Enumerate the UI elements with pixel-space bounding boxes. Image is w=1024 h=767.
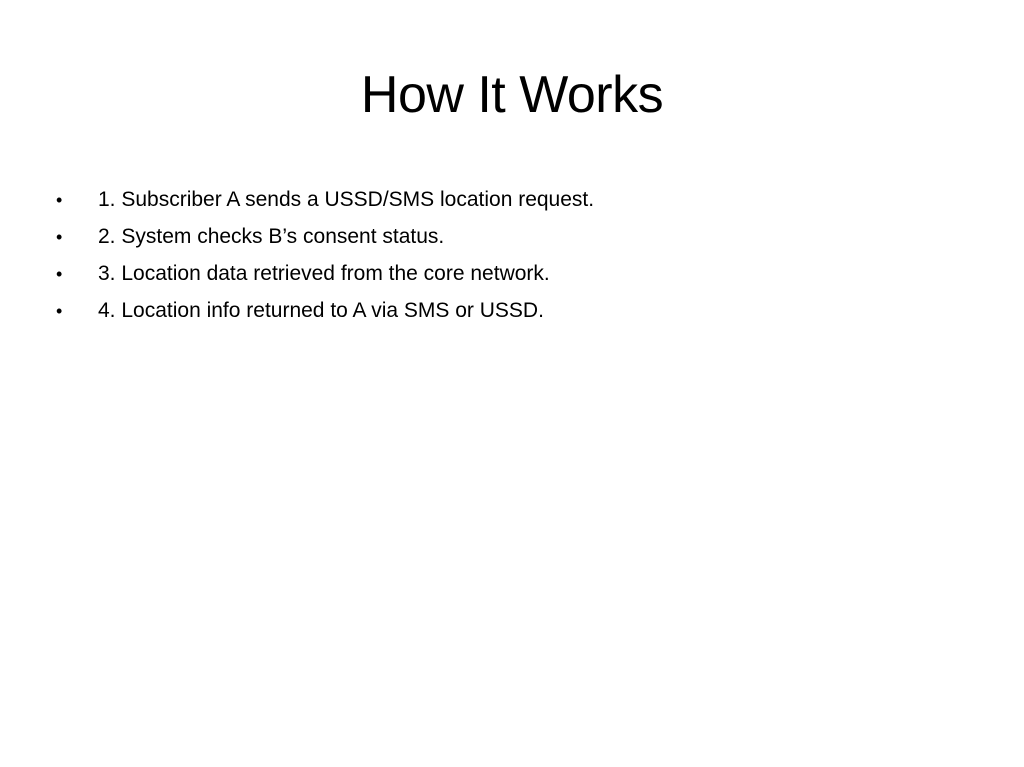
list-item xyxy=(56,292,956,329)
list-item xyxy=(56,181,956,218)
bullet-icon: • xyxy=(56,227,63,247)
bullet-text: 3. Location data retrieved from the core network. xyxy=(98,262,550,285)
bullet-icon: • xyxy=(56,301,63,321)
bullet-icon: • xyxy=(56,190,63,210)
bullet-list xyxy=(56,181,956,329)
bullet-text: 2. System checks B’s consent status. xyxy=(98,225,445,248)
bullet-text: 1. Subscriber A sends a USSD/SMS location request. xyxy=(98,188,595,211)
list-item xyxy=(56,255,956,292)
bullet-icon: • xyxy=(56,264,63,284)
bullet-text: 4. Location info returned to A via SMS or USSD. xyxy=(98,299,544,322)
list-item xyxy=(56,218,956,255)
slide-title: How It Works xyxy=(360,66,664,124)
